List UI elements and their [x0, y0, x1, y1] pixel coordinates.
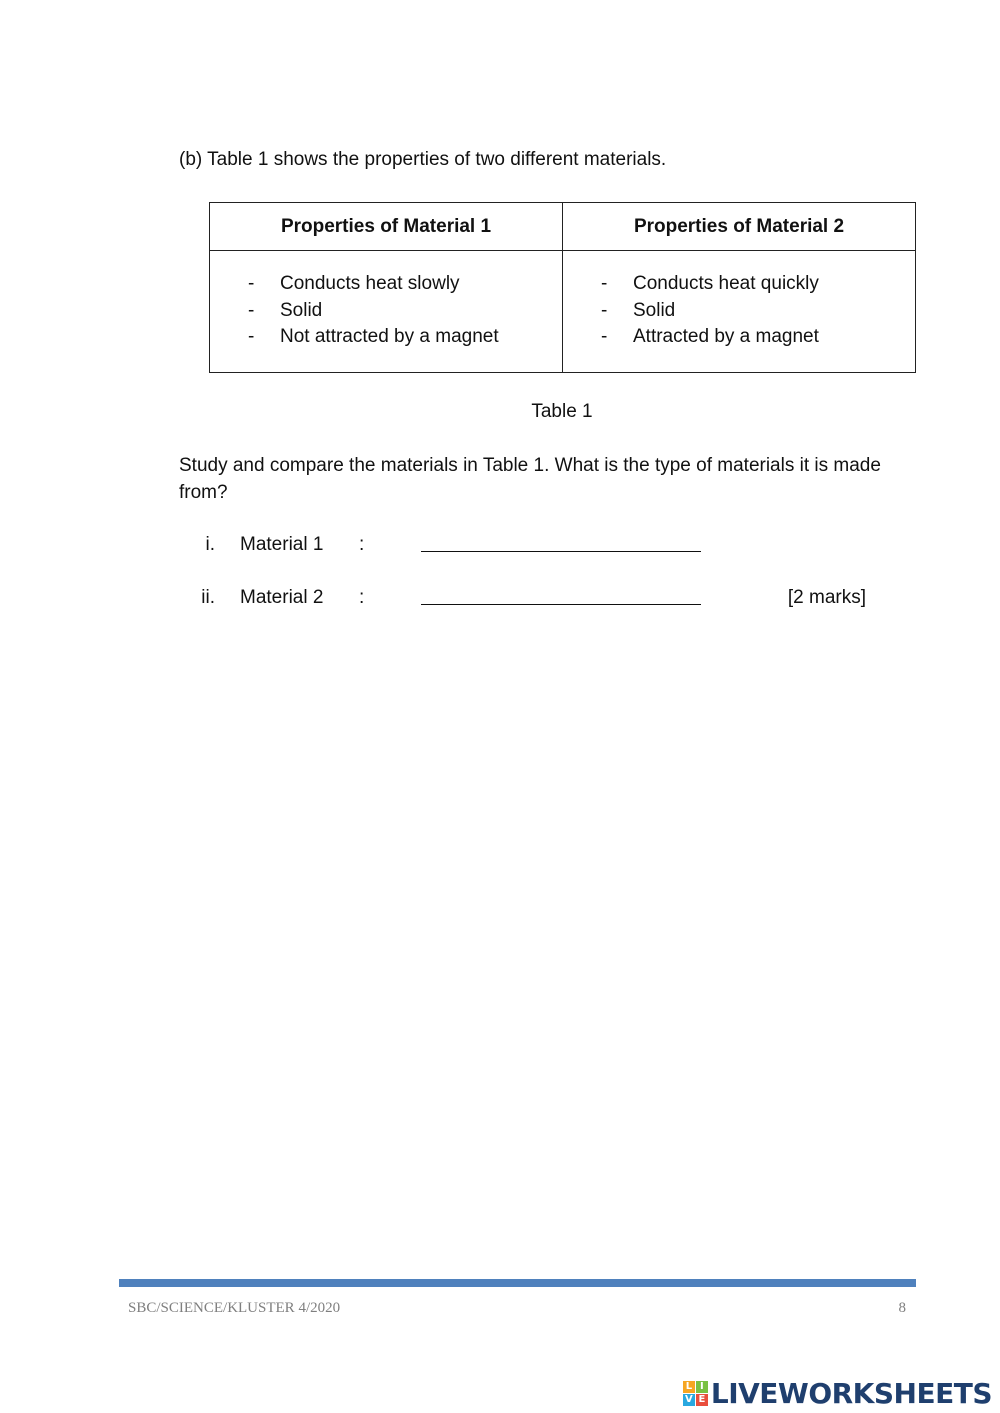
- list-item: [210, 324, 562, 351]
- footer-code: SBC/SCIENCE/KLUSTER 4/2020: [128, 1300, 341, 1316]
- question-text: Study and compare the materials in Table 1. What is the type of materials it is made from?: [179, 455, 881, 503]
- logo-letter: L: [683, 1381, 695, 1393]
- brand-name: LIVEWORKSHEETS: [710, 1376, 992, 1410]
- liveworksheets-logo-icon: [683, 1381, 708, 1406]
- bullet-dash: -: [601, 326, 608, 347]
- property-text: Solid: [633, 299, 676, 321]
- logo-letter: I: [696, 1381, 708, 1393]
- list-item: [563, 324, 915, 351]
- answer-row-1: [0, 531, 1000, 559]
- marks-label: [2 marks]: [787, 587, 866, 608]
- material-2-list: [563, 271, 915, 351]
- property-text: Conducts heat slowly: [280, 273, 460, 294]
- footer-rule: [119, 1279, 916, 1287]
- answer-blank-material-2[interactable]: [421, 584, 701, 605]
- material-1-cell: [210, 251, 563, 373]
- list-item: [563, 298, 915, 325]
- property-text: Conducts heat quickly: [633, 273, 819, 294]
- bullet-dash: -: [248, 273, 255, 294]
- answer-label: Material 2: [240, 587, 324, 608]
- page-number: 8: [898, 1300, 906, 1316]
- list-item: [210, 271, 562, 298]
- answer-number: ii.: [201, 587, 215, 608]
- answer-number: i.: [205, 534, 215, 555]
- answer-row-2: [0, 584, 1000, 612]
- bullet-dash: -: [248, 299, 255, 321]
- list-item: [210, 298, 562, 325]
- header-material-1: Properties of Material 1: [210, 203, 563, 251]
- answer-colon: :: [359, 587, 365, 608]
- material-1-list: [210, 271, 562, 351]
- table-caption: Table 1: [531, 401, 593, 422]
- liveworksheets-brand[interactable]: [683, 1373, 992, 1413]
- answer-blank-material-1[interactable]: [421, 531, 701, 552]
- bullet-dash: -: [601, 273, 608, 294]
- intro-text: (b) Table 1 shows the properties of two different materials.: [179, 149, 667, 170]
- logo-letter: V: [683, 1394, 695, 1406]
- material-2-cell: [563, 251, 916, 373]
- logo-letter: E: [696, 1394, 708, 1406]
- property-text: Solid: [280, 299, 323, 321]
- answer-colon: :: [359, 534, 365, 555]
- bullet-dash: -: [601, 299, 608, 321]
- answer-label: Material 1: [240, 534, 324, 555]
- property-text: Attracted by a magnet: [633, 326, 819, 347]
- list-item: [563, 271, 915, 298]
- header-material-2: Properties of Material 2: [563, 203, 916, 251]
- bullet-dash: -: [248, 326, 255, 347]
- properties-table: [209, 202, 916, 373]
- property-text: Not attracted by a magnet: [280, 326, 499, 347]
